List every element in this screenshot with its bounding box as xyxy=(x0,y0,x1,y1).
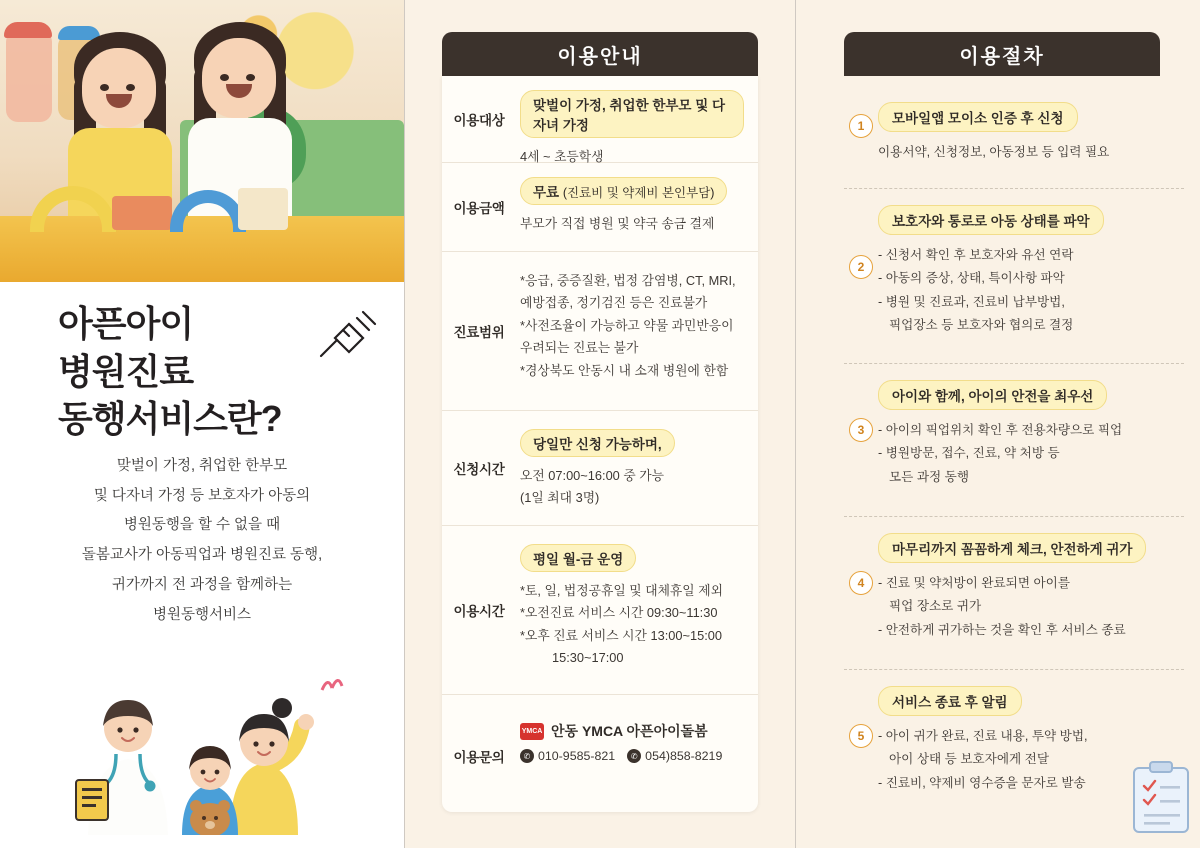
step-number: 2 xyxy=(849,255,873,279)
procedure-steps xyxy=(844,86,1184,822)
phone-icon: ✆ xyxy=(627,749,641,763)
phone-office-number: 054)858-8219 xyxy=(645,749,723,763)
step-line: - 진료비, 약제비 영수증을 문자로 발송 xyxy=(878,775,1086,790)
row-label: 이용문의 xyxy=(453,750,505,765)
step-line: 이용서약, 신청정보, 아동정보 등 입력 필요 xyxy=(878,145,1110,159)
step-line: 아이 상태 등 보호자에게 전달 xyxy=(889,752,1049,767)
list-item xyxy=(844,364,1184,517)
row-line: *경상북도 안동시 내 소재 병원에 한함 xyxy=(520,362,729,378)
table-row xyxy=(442,76,758,163)
step-line: - 아동의 증상, 상태, 특이사항 파악 xyxy=(878,271,1065,286)
step-line: 모든 과정 동행 xyxy=(889,469,969,484)
step-number: 3 xyxy=(849,418,873,442)
step-title: 마무리까지 꼼꼼하게 체크, 안전하게 귀가 xyxy=(878,533,1146,563)
contact-org xyxy=(520,721,744,741)
step-line: 픽업장소 등 보호자와 협의로 결정 xyxy=(889,317,1074,332)
step-line: - 신청서 확인 후 보호자와 유선 연락 xyxy=(878,248,1074,262)
row-line: *응급, 중증질환, 법정 감염병, CT, MRI, xyxy=(520,273,736,288)
table-row xyxy=(442,526,758,695)
row-line: *오전진료 서비스 시간 09:30~11:30 xyxy=(520,605,718,621)
ymca-logo-icon: YMCA xyxy=(520,723,544,740)
row-label: 이용금액 xyxy=(453,201,505,216)
step-line: - 진료 및 약처방이 완료되면 아이를 xyxy=(878,576,1071,590)
step-number: 4 xyxy=(849,571,873,595)
row-line: 15:30~17:00 xyxy=(552,650,624,666)
list-item xyxy=(844,517,1184,670)
usage-guide-header: 이용안내 xyxy=(442,32,758,76)
contact-phones xyxy=(520,749,744,763)
usage-guide-panel xyxy=(405,0,795,848)
row-line: *토, 일, 법정공휴일 및 대체휴일 제외 xyxy=(520,583,723,598)
list-item xyxy=(844,189,1184,364)
row-line: (1일 최대 3명) xyxy=(520,490,600,506)
row-highlight-main: 무료 xyxy=(533,185,560,200)
step-title: 모바일앱 모이소 인증 후 신청 xyxy=(878,102,1078,132)
table-row xyxy=(442,163,758,252)
title-line-2: 병원진료 xyxy=(58,350,194,392)
contact-org-name: 안동 YMCA 아픈아이돌봄 xyxy=(551,723,708,739)
table-row xyxy=(442,695,758,817)
step-number: 1 xyxy=(849,114,873,138)
title-line-1: 아픈아이 xyxy=(58,303,194,344)
step-title: 서비스 종료 후 알림 xyxy=(878,686,1022,716)
family-doctor-illustration xyxy=(70,630,350,835)
desc-line-6: 병원동행서비스 xyxy=(152,606,252,623)
desc-line-2: 및 다자녀 가정 등 보호자가 아동의 xyxy=(93,487,311,504)
row-label: 신청시간 xyxy=(453,462,505,477)
step-line: - 병원방문, 접수, 진료, 약 처방 등 xyxy=(878,446,1060,461)
table-row xyxy=(442,411,758,526)
step-number: 5 xyxy=(849,724,873,748)
children-playing-photo xyxy=(0,0,404,282)
step-line: 픽업 장소로 귀가 xyxy=(889,599,982,614)
usage-guide-table xyxy=(442,76,758,812)
phone-mobile[interactable] xyxy=(520,749,615,763)
row-line: 예방접종, 정기검진 등은 진료불가 xyxy=(520,295,708,311)
row-line: 우려되는 진료는 불가 xyxy=(520,340,639,356)
procedure-header: 이용절차 xyxy=(844,32,1160,76)
step-line: - 안전하게 귀가하는 것을 확인 후 서비스 종료 xyxy=(878,622,1126,637)
procedure-panel xyxy=(796,0,1200,848)
row-line: *오후 진료 서비스 시간 13:00~15:00 xyxy=(520,627,722,643)
desc-line-1: 맞벌이 가정, 취업한 한부모 xyxy=(116,458,288,474)
phone-mobile-number: 010-9585-821 xyxy=(538,749,616,763)
title-line-3: 동행서비스란? xyxy=(58,398,282,440)
table-row xyxy=(442,252,758,411)
row-highlight: 당일만 신청 가능하며, xyxy=(520,429,675,457)
row-label: 이용시간 xyxy=(453,604,505,619)
phone-icon: ✆ xyxy=(520,749,534,763)
step-line: - 아이 귀가 완료, 진료 내용, 투약 방법, xyxy=(878,729,1088,743)
row-label: 이용대상 xyxy=(453,113,505,128)
row-line: *사전조율이 가능하고 약물 과민반응이 xyxy=(520,317,734,333)
step-line: - 병원 및 진료과, 진료비 납부방법, xyxy=(878,294,1065,309)
row-line: 부모가 직접 병원 및 약국 송금 결제 xyxy=(520,216,715,231)
desc-line-5: 귀가까지 전 과정을 함께하는 xyxy=(111,576,293,593)
page-title xyxy=(58,300,388,443)
step-title: 보호자와 통로로 아동 상태를 파악 xyxy=(878,205,1104,235)
syringe-icon xyxy=(313,308,379,364)
left-panel xyxy=(0,0,404,848)
row-highlight-sub: (진료비 및 약제비 본인부담) xyxy=(562,186,715,200)
step-line: - 아이의 픽업위치 확인 후 전용차량으로 픽업 xyxy=(878,423,1123,437)
row-label: 진료범위 xyxy=(453,325,505,340)
list-item xyxy=(844,86,1184,189)
row-line: 4세 ~ 초등학생 xyxy=(520,149,604,164)
intro-description xyxy=(52,452,352,630)
row-line: 오전 07:00~16:00 중 가능 xyxy=(520,468,664,483)
desc-line-3: 병원동행을 할 수 없을 때 xyxy=(123,517,281,534)
step-title: 아이와 함께, 아이의 안전을 최우선 xyxy=(878,380,1107,410)
row-highlight: 평일 월-금 운영 xyxy=(520,544,636,572)
desc-line-4: 돌봄교사가 아동픽업과 병원진료 동행, xyxy=(81,547,323,564)
clipboard-icon xyxy=(1130,760,1192,834)
phone-office[interactable] xyxy=(627,749,722,763)
row-highlight: 맞벌이 가정, 취업한 한부모 및 다자녀 가정 xyxy=(520,90,744,138)
row-highlight xyxy=(520,177,727,205)
